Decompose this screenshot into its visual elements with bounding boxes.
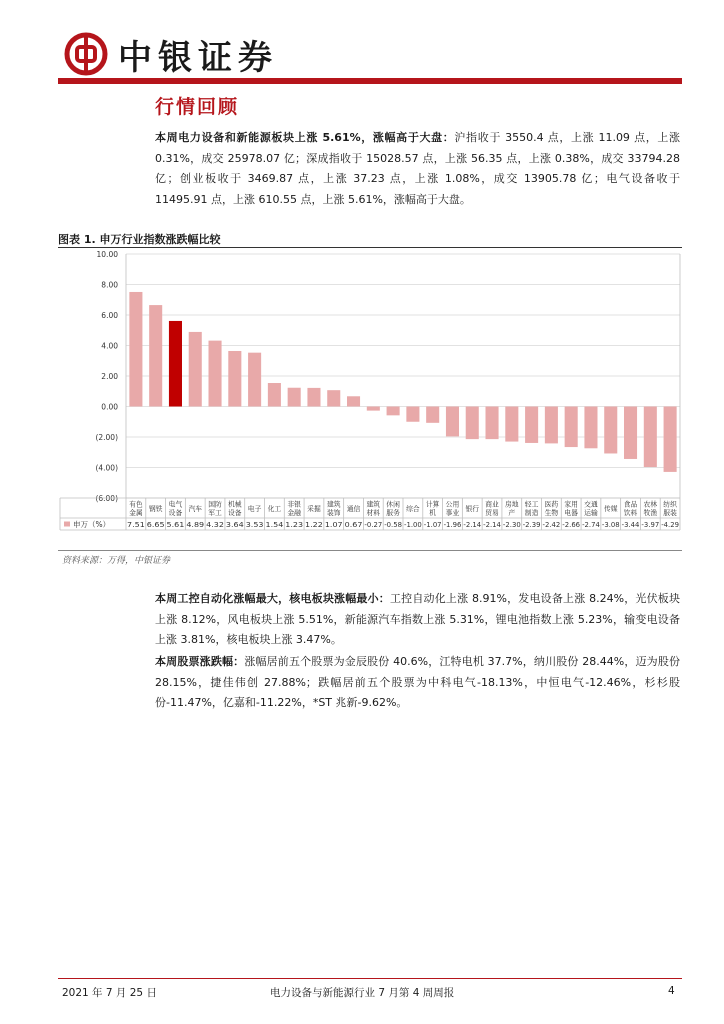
category-label: 生物 (544, 509, 559, 517)
category-label: 交通 (584, 500, 598, 509)
value-label: 6.65 (146, 521, 165, 529)
bar (406, 407, 419, 422)
value-label: -3.44 (621, 521, 640, 529)
industry-index-chart (58, 248, 682, 548)
category-label: 通信 (346, 505, 361, 513)
bar (446, 407, 459, 437)
category-label: 产 (508, 509, 516, 517)
category-label: 轻工 (524, 500, 539, 509)
category-label: 纺织 (663, 500, 677, 509)
y-tick-label: (6.00) (95, 494, 118, 503)
y-tick-label: (4.00) (95, 463, 118, 473)
bar (624, 407, 637, 459)
category-label: 机 (429, 509, 437, 517)
category-label: 事业 (445, 509, 460, 517)
value-label: -1.96 (443, 521, 462, 529)
bar (129, 292, 142, 407)
category-label: 银行 (465, 505, 480, 513)
bar (189, 332, 202, 407)
bar (248, 353, 261, 407)
category-label: 装饰 (326, 509, 341, 517)
bar (644, 407, 657, 468)
category-label: 医药 (544, 500, 559, 509)
source-divider (58, 550, 682, 551)
bar (307, 388, 320, 407)
bar (486, 407, 499, 440)
bar (327, 390, 340, 406)
category-label: 建筑 (366, 500, 381, 509)
bar (288, 388, 301, 407)
bank-of-china-logo (64, 32, 108, 76)
value-label: -2.30 (502, 521, 521, 529)
value-label: -1.00 (404, 521, 422, 529)
value-label: 5.61 (166, 521, 185, 529)
legend-swatch (64, 522, 70, 527)
category-label: 服务 (386, 509, 400, 517)
bar (525, 407, 538, 443)
category-label: 采掘 (307, 505, 321, 513)
category-label: 家用 (564, 500, 578, 509)
paragraph-body: 工控自动化上涨 8.91%，发电设备上涨 8.24%，光伏板块上涨 8.12%，风电板块上涨 5.51%，新能源汽车指数上涨 5.31%，锂电池指数上涨 5.23%，输变电设备上涨 3.81%，核电板块上涨 3.47%。 (155, 592, 680, 646)
section-title: 行情回顾 (155, 96, 240, 118)
category-label: 房地 (505, 500, 519, 509)
page-number: 4 (668, 985, 675, 997)
category-label: 制造 (524, 509, 539, 517)
category-label: 设备 (228, 509, 242, 517)
value-label: -0.58 (384, 521, 402, 529)
bar (604, 407, 617, 454)
bar (426, 407, 439, 423)
market-review-paragraph (155, 128, 680, 210)
category-label: 化工 (267, 505, 282, 513)
value-label: 1.07 (324, 521, 343, 529)
bar (466, 407, 479, 440)
value-label: 7.51 (127, 521, 145, 529)
category-label: 贸易 (485, 509, 499, 517)
figure-title: 图表 1. 申万行业指数涨跌幅比较 (58, 233, 221, 246)
value-label: -2.39 (522, 521, 541, 529)
y-tick-label: 8.00 (101, 280, 118, 290)
y-tick-label: 4.00 (101, 341, 118, 351)
value-label: 0.67 (344, 521, 363, 529)
category-label: 饮料 (623, 509, 638, 517)
category-label: 电器 (564, 509, 578, 517)
paragraph-body: 沪指收于 3550.4 点，上涨 11.09 点，上涨 0.31%，成交 25978.07 亿；深成指收于 15028.57 点，上涨 56.35 点，上涨 0.38%，成交 33794.28 亿；创业板收于 3469.87 点，上涨 37.23 点，上涨 1.08%，成交 13905.78 亿；电气设备收于 11495.91 点，上涨 610.55 点，上涨 5.61%，涨幅高于大盘。 (155, 131, 680, 206)
bar (565, 407, 578, 448)
brand-name: 中银证券 (118, 38, 278, 78)
bar (367, 407, 380, 411)
category-label: 休闲 (386, 500, 400, 509)
legend-label: 申万（%） (73, 520, 111, 529)
value-label: -4.29 (661, 521, 679, 529)
value-label: 3.64 (225, 521, 245, 529)
category-label: 建筑 (326, 500, 341, 509)
bar (268, 383, 281, 406)
bar (347, 396, 360, 406)
bar (584, 407, 597, 449)
value-label: -2.66 (562, 521, 581, 529)
footer-date: 2021 年 7 月 25 日 (62, 987, 157, 999)
category-label: 计算 (425, 500, 440, 509)
category-label: 国防 (208, 500, 222, 509)
bar (228, 351, 241, 407)
y-tick-label: 2.00 (101, 372, 118, 381)
category-label: 机械 (228, 500, 242, 509)
value-label: 4.89 (186, 521, 205, 529)
paragraph-lead: 本周股票涨跌幅： (155, 655, 245, 668)
category-label: 传媒 (603, 505, 618, 513)
bar (149, 305, 162, 406)
category-label: 服装 (663, 509, 677, 517)
category-label: 汽车 (188, 505, 203, 513)
value-label: -2.74 (582, 521, 601, 529)
value-label: -2.42 (542, 521, 561, 529)
value-label: 3.53 (245, 521, 264, 529)
category-label: 金融 (287, 509, 301, 517)
y-tick-label: 0.00 (101, 402, 118, 412)
paragraph-lead: 本周工控自动化涨幅最大，核电板块涨幅最小： (155, 592, 390, 605)
bar (545, 407, 558, 444)
category-label: 电气 (168, 500, 183, 509)
category-label: 运输 (584, 509, 598, 517)
value-label: 1.22 (305, 521, 323, 529)
value-label: 4.32 (206, 521, 224, 529)
figure-source: 资料来源：万得，中银证券 (62, 556, 171, 566)
y-tick-label: 6.00 (101, 311, 118, 320)
y-tick-label: 10.00 (96, 250, 118, 259)
bar (387, 407, 400, 416)
sub-sector-paragraph (155, 589, 680, 651)
category-label: 食品 (623, 500, 638, 509)
category-label: 钢铁 (148, 505, 163, 513)
stock-movers-paragraph (155, 652, 680, 714)
category-label: 农林 (643, 500, 658, 509)
bar (664, 407, 677, 472)
category-label: 设备 (168, 509, 183, 517)
category-label: 材料 (366, 509, 381, 517)
footer-report-title: 电力设备与新能源行业 7 月第 4 周周报 (270, 987, 455, 999)
value-label: -2.14 (463, 521, 482, 529)
value-label: -3.97 (641, 521, 660, 529)
bar (505, 407, 518, 442)
category-label: 金属 (129, 509, 143, 517)
category-label: 有色 (129, 500, 143, 509)
category-label: 商业 (485, 500, 499, 509)
category-label: 牧渔 (643, 509, 658, 517)
footer-divider (58, 978, 682, 979)
value-label: -3.08 (601, 521, 620, 529)
y-tick-label: (2.00) (95, 433, 118, 442)
bar (209, 341, 222, 407)
paragraph-body: 涨幅居前五个股票为金辰股份 40.6%，江特电机 37.7%，纳川股份 28.44%，迈为股份 28.15%，捷佳伟创 27.88%；跌幅居前五个股票为中科电气-18.13%，中恒电气-12.46%，杉杉股份-11.47%，亿嘉和-11.22%，*ST 兆新-9.62%。 (155, 655, 681, 709)
category-label: 电子 (247, 505, 262, 513)
category-label: 公用 (445, 500, 460, 509)
value-label: -1.07 (423, 521, 442, 529)
category-label: 军工 (208, 509, 222, 517)
category-label: 综合 (406, 505, 420, 513)
value-label: -0.27 (364, 521, 383, 529)
value-label: 1.23 (285, 521, 304, 529)
paragraph-lead: 本周电力设备和新能源板块上涨 5.61%，涨幅高于大盘： (155, 131, 455, 144)
header-divider (58, 78, 682, 84)
value-label: -2.14 (483, 521, 502, 529)
bar (169, 321, 182, 407)
category-label: 非银 (287, 500, 301, 509)
value-label: 1.54 (265, 521, 284, 529)
